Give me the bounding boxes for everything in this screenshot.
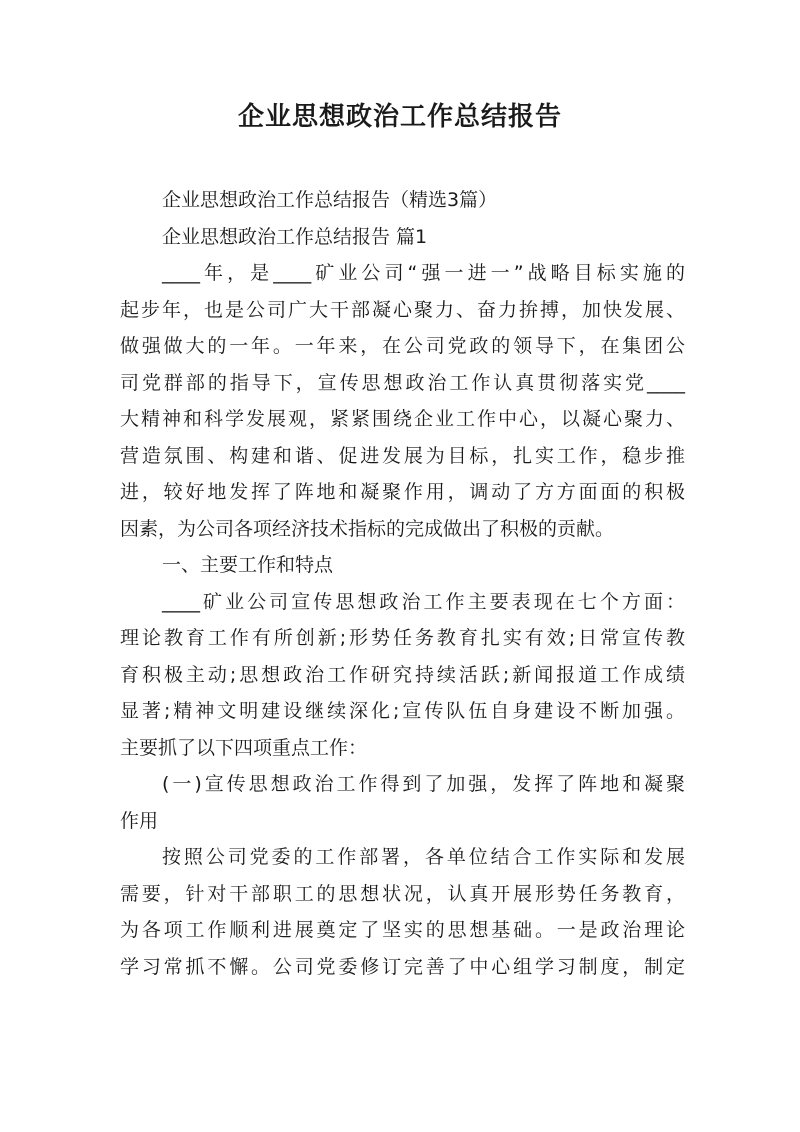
paragraph-line: 为各项工作顺利进展奠定了坚实的思想基础。一是政治理论 <box>120 919 685 941</box>
document-title: 企业思想政治工作总结报告 <box>237 102 562 132</box>
paragraph-line: 因素，为公司各项经济技术指标的完成做出了积极的贡献。 <box>120 517 615 540</box>
paragraph-line: 做强做大的一年。一年来，在公司党政的领导下，在集团公 <box>120 335 685 357</box>
paragraph-line: 起步年，也是公司广大干部凝心聚力、奋力拚搏，加快发展、 <box>120 298 685 321</box>
paragraph-line: 按照公司党委的工作部署，各单位结合工作实际和发展 <box>162 846 685 868</box>
paragraph-line: 需要，针对干部职工的思想状况，认真开展形势任务教育， <box>120 882 685 905</box>
section-heading-line: 企业思想政治工作总结报告 篇1 <box>162 225 428 248</box>
paragraph-line: 理论教育工作有所创新;形势任务教育扎实有效;日常宣传教 <box>120 627 685 649</box>
paragraph-line: 大精神和科学发展观，紧紧围绕企业工作中心，以凝心聚力、 <box>120 408 685 430</box>
subsection-heading-line: 作用 <box>120 809 159 832</box>
paragraph-line: 司党群部的指导下，宣传思想政治工作认真贯彻落实党____ <box>120 371 685 394</box>
document-body <box>120 182 685 985</box>
paragraph-line: 主要抓了以下四项重点工作： <box>120 736 368 759</box>
paragraph-line: ____年，是____矿业公司“强一进一”战略目标实施的 <box>162 262 685 284</box>
paragraph-line: 育积极主动;思想政治工作研究持续活跃;新闻报道工作成绩 <box>120 663 685 686</box>
section-heading-line: 一、主要工作和特点 <box>162 554 334 576</box>
paragraph-line: 营造氛围、构建和谐、促进发展为目标，扎实工作，稳步推 <box>120 444 685 467</box>
paragraph-line: 进，较好地发挥了阵地和凝聚作用，调动了方方面面的积极 <box>120 481 685 503</box>
paragraph-line: 显著;精神文明建设继续深化;宣传队伍自身建设不断加强。 <box>120 700 685 722</box>
subtitle-line: 企业思想政治工作总结报告（精选3篇） <box>162 189 498 211</box>
paragraph-line: ____矿业公司宣传思想政治工作主要表现在七个方面： <box>162 590 685 613</box>
subsection-heading-line: (一)宣传思想政治工作得到了加强，发挥了阵地和凝聚 <box>162 773 685 795</box>
paragraph-line: 学习常抓不懈。公司党委修订完善了中心组学习制度，制定 <box>120 955 685 978</box>
